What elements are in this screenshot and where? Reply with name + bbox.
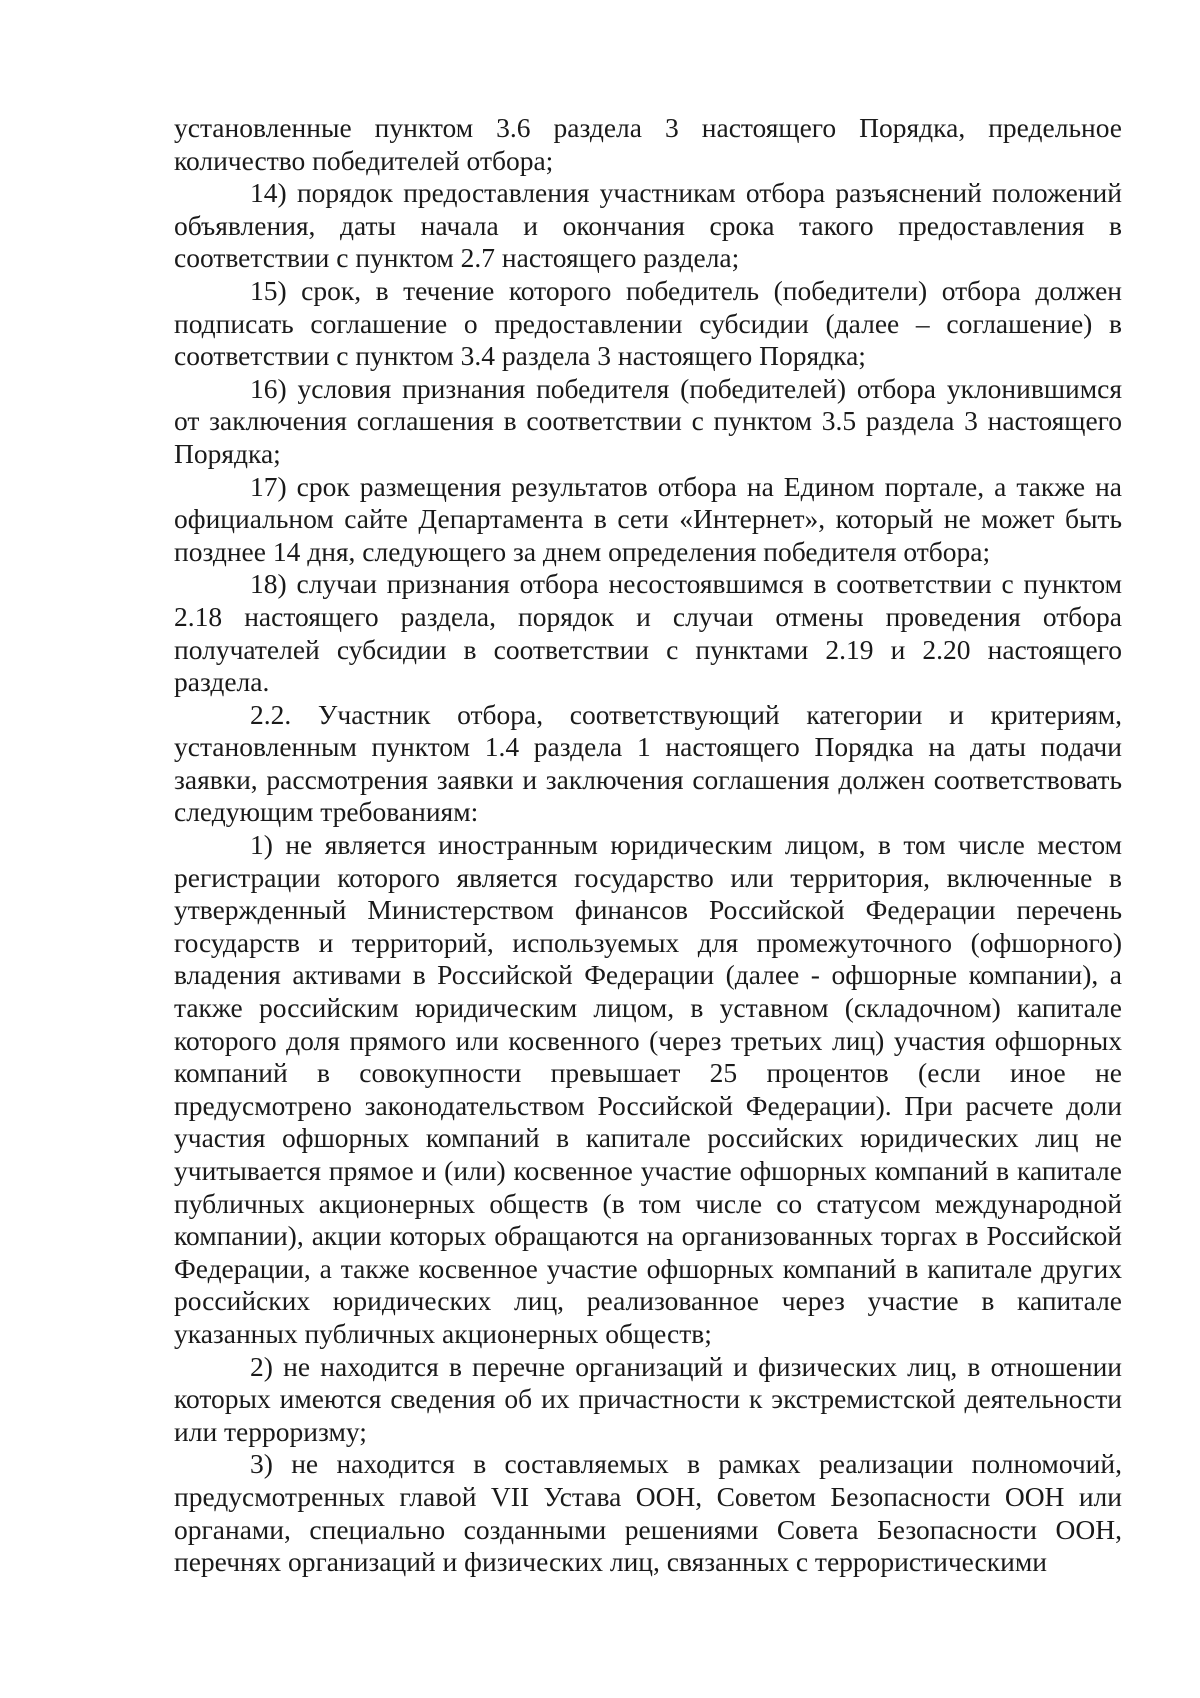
paragraph-section-2-2: 2.2. Участник отбора, соответствующий категории и критериям, установленным пунктом 1.4 раздела 1 настоящего Порядка на даты подачи заявки, рассмотрения заявки и заключения соглашения должен соответствовать следующим требованиям:	[174, 698, 1122, 828]
paragraph-requirement-3: 3) не находится в составляемых в рамках реализации полномочий, предусмотренных главой VII Устава ООН, Советом Безопасности ООН или органами, специально созданными решениями Совета Безопасности ООН, перечнях организаций и физических лиц, связанных с террористическими	[174, 1448, 1122, 1578]
paragraph-continuation: установленные пунктом 3.6 раздела 3 настоящего Порядка, предельное количество победителей отбора;	[174, 112, 1122, 176]
paragraph-requirement-1: 1) не является иностранным юридическим лицом, в том числе местом регистрации которого является государство или территория, включенные в утвержденный Министерством финансов Российской Федерации перечень государств и территорий, используемых для промежуточного (офшорного) владения активами в Российской Федерации (далее - офшорные компании), а также российским юридическим лицом, в уставном (складочном) капитале которого доля прямого или косвенного (через третьих лиц) участия офшорных компаний в совокупности превышает 25 процентов (если иное не предусмотрено законодательством Российской Федерации). При расчете доли участия офшорных компаний в капитале российских юридических лиц не учитывается прямое и (или) косвенное участие офшорных компаний в капитале публичных акционерных обществ (в том числе со статусом международной компании), акции которых обращаются на организованных торгах в Российской Федерации, а также косвенное участие офшорных компаний в капитале других российских юридических лиц, реализованное через участие в капитале указанных публичных акционерных обществ;	[174, 829, 1122, 1349]
paragraph-item-14: 14) порядок предоставления участникам отбора разъяснений положений объявления, даты начала и окончания срока такого предоставления в соответствии с пунктом 2.7 настоящего раздела;	[174, 177, 1122, 274]
paragraph-item-18: 18) случаи признания отбора несостоявшимся в соответствии с пунктом 2.18 настоящего раздела, порядок и случаи отмены проведения отбора получателей субсидии в соответствии с пунктами 2.19 и 2.20 настоящего раздела.	[174, 568, 1122, 698]
paragraph-item-16: 16) условия признания победителя (победителей) отбора уклонившимся от заключения соглашения в соответствии с пунктом 3.5 раздела 3 настоящего Порядка;	[174, 372, 1122, 469]
paragraph-item-17: 17) срок размещения результатов отбора на Едином портале, а также на официальном сайте Департамента в сети «Интернет», который не может быть позднее 14 дня, следующего за днем определения победителя отбора;	[174, 470, 1122, 567]
paragraph-item-15: 15) срок, в течение которого победитель (победители) отбора должен подписать соглашение о предоставлении субсидии (далее – соглашение) в соответствии с пунктом 3.4 раздела 3 настоящего Порядка;	[174, 274, 1122, 372]
document-body	[174, 112, 1122, 1579]
paragraph-requirement-2: 2) не находится в перечне организаций и физических лиц, в отношении которых имеются сведения об их причастности к экстремистской деятельности или терроризму;	[174, 1350, 1122, 1447]
